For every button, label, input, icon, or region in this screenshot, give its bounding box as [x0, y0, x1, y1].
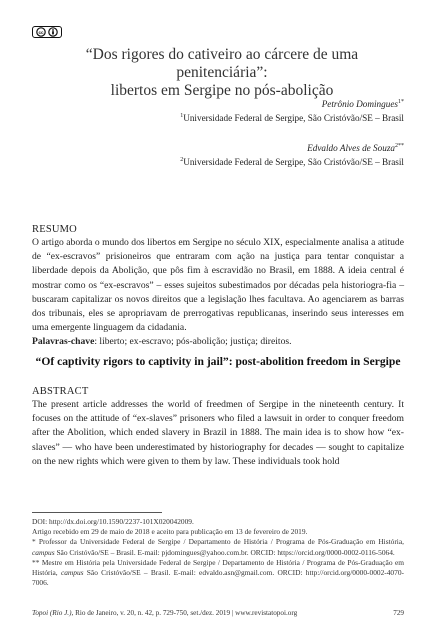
abstract-label: ABSTRACT [32, 386, 89, 397]
journal-name: Topoi (Rio J.) [32, 609, 72, 617]
resumo-label: RESUMO [32, 224, 77, 235]
dates-note: Artigo recebido em 29 de maio de 2018 e aceito para publicação em 13 de fevereiro de 2019. [32, 527, 308, 537]
footnote-divider [32, 512, 162, 513]
author-name: Petrônio Domingues [321, 99, 398, 110]
license-badge [32, 26, 62, 38]
author-affiliation: Universidade Federal de Sergipe, São Cristóvão/SE – Brasil [183, 157, 404, 168]
author-2-note: ** Mestre em História pela Universidade Federal de Sergipe / Departamento de História / Programa de Pós-Graduação em História, campus São Cristóvão/SE – Brasil. E-mail: edvaldo.asn@gmail.com. ORCID: http://orcid.org/0000-0002-4070-7006. [32, 557, 404, 588]
creative-commons-icon [36, 27, 46, 37]
keywords-text: : liberto; ex-escravo; pós-abolição; justiça; direitos. [94, 336, 292, 348]
resumo-body [32, 236, 404, 350]
page-footer [32, 609, 404, 617]
title-line-1: “Dos rigores do cativeiro ao cárcere de uma penitenciária”: [85, 46, 359, 81]
english-title: “Of captivity rigors to captivity in jail”: post-abolition freedom in Sergipe [35, 355, 401, 368]
author-affiliation: Universidade Federal de Sergipe, São Cristóvão/SE – Brasil [183, 113, 404, 124]
affiliation-mark: 2 [180, 157, 184, 164]
author-1 [180, 96, 404, 124]
title-line-2: libertos em Sergipe no pós-abolição [110, 82, 334, 99]
footer-citation: Topoi (Rio J.), Rio de Janeiro, v. 20, n. 42, p. 729-750, set./dez. 2019 | www.revistatopoi.org [32, 609, 298, 617]
page-number: 729 [393, 609, 404, 617]
resumo-text: O artigo aborda o mundo dos libertos em Sergipe no século XIX, especialmente analisa a atitude de “ex-escravos” prisioneiros que entraram com ação na justiça para tentar conquistar a liberdade depois da Abolição, que pôs fim à escravidão no Brasil, em 1888. A ideia central é mostrar como os “ex-escravos” – esses sujeitos subestimados por décadas pela historiogra-fia – buscaram capitalizar os novos direitos que a legislação lhes facultava. Ao agenciarem as barras dos tribunais, eles se apropriavam de prerrogativas republicanas, inserindo seus interesses em uma emergente linguagem da cidadania. [32, 237, 404, 334]
doi-note: DOI: http://dx.doi.org/10.1590/2237-101X020042009. [32, 517, 194, 526]
author-name: Edvaldo Alves de Souza [307, 143, 395, 154]
attribution-icon [48, 27, 58, 37]
footnotes [32, 517, 404, 588]
svg-text:cc: cc [38, 30, 44, 35]
affiliation-mark: 1 [180, 113, 184, 120]
author-2 [180, 140, 404, 168]
abstract-body: The present article addresses the world of freedmen of Sergipe in the nineteenth century. It focuses on the attitude of “ex-slaves” prisoners who filed a lawsuit in order to conquer freedom after the Abolition, which ended slavery in Brazil in 1888. The main idea is to show how “ex-slaves” — who have been underestimated by historiography for decades — sought to capitalize on the new rights which were given to them by law. These individuals took hold [32, 399, 404, 467]
author-marks: 1* [398, 99, 404, 105]
author-marks: 2** [395, 143, 404, 149]
author-1-note: * Professor da Universidade Federal de Sergipe / Departamento de História / Programa de Pós-Graduação em História, campus São Cristóvão/SE – Brasil. E-mail: pjdomingues@yahoo.com.br. ORCID: https://orcid.org/0000-0002-0116-5064. [32, 537, 404, 557]
keywords-label: Palavras-chave [32, 336, 95, 348]
article-title [40, 46, 404, 100]
